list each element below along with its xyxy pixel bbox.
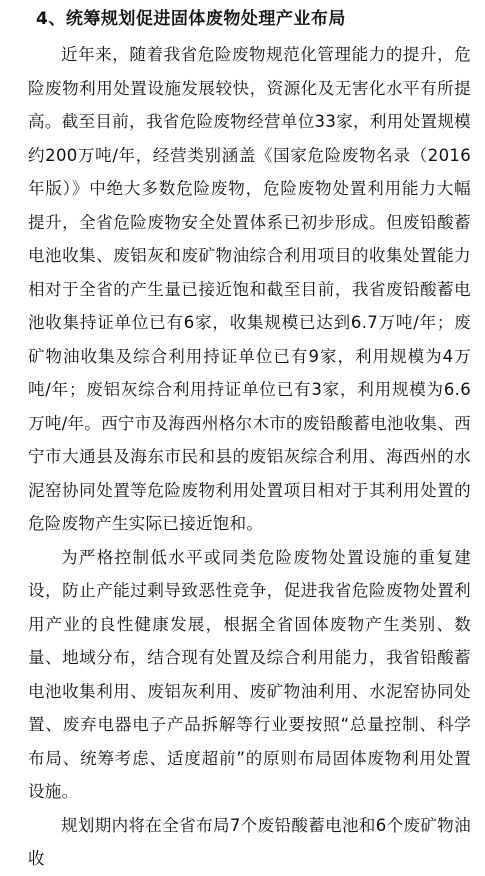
paragraph-1: 近年来，随着我省危险废物规范化管理能力的提升，危险废物利用处置设施发展较快，资源化及无害化水平有所提高。截至目前，我省危险废物经营单位33家，利用处置规模约200万吨/年，经营类别涵盖《国家危险废物名录（2016年版）》中绝大多数危险废物，危险废物处置利用能力大幅提升，全省危险废物安全处置体系已初步形成。但废铅酸蓄电池收集、废铝灰和废矿物油综合利用项目的收集处置能力相对于全省的产生量已接近饱和截至目前，我省废铅酸蓄电池收集持证单位已有6家，收集规模已达到6.7万吨/年；废矿物油收集及综合利用持证单位已有9家，利用规模为4万吨/年；废铝灰综合利用持证单位已有3家，利用规模为6.6万吨/年。西宁市及海西州格尔木市的废铅酸蓄电池收集、西宁市大通县及海东市民和县的废铝灰综合利用、海西州的水泥窑协同处置等危险废物利用处置项目相对于其利用处置的危险废物产生实际已接近饱和。 [28, 45, 471, 533]
paragraph-2: 为严格控制低水平或同类危险废物处置设施的重复建设，防止产能过剩导致恶性竞争，促进我省危险废物处置利用产业的良性健康发展，根据全省固体废物产生类别、数量、地域分布，结合现有处置及综合利用能力，我省铅酸蓄电池收集利用、废铝灰利用、废矿物油利用、水泥窑协同处置、废弃电器电子产品拆解等行业要按照“总量控制、科学布局、统筹考虑、适度超前”的原则布局固体废物利用处置设施。 [28, 547, 471, 801]
section-heading: 4、统筹规划促进固体废物处理产业布局 [36, 9, 346, 29]
paragraph-3: 规划期内将在全省布局7个废铅酸蓄电池和6个废矿物油收 [28, 815, 471, 868]
